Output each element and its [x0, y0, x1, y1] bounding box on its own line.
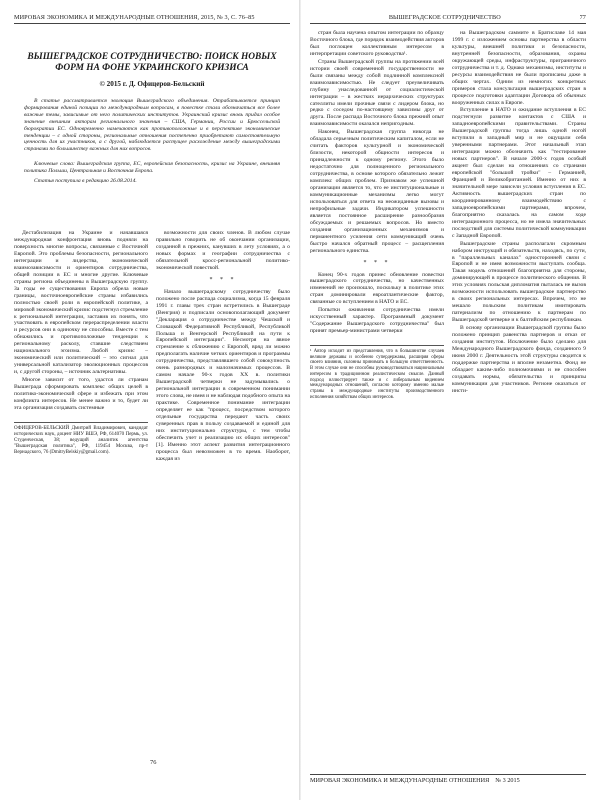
right-column-1 [310, 30, 444, 400]
abstract: В статье рассматривается эволюция Вышеградского объединения. Отрабатывается принцип формирования единой позиции по международным вопросам, в повестке стали обозначаться все более важные темы, зависимые от него политических институтов. Украинский кризис вновь придал особое значение внешним акторам регионального значения – США, Германии, России и Брюссельской бюрократии ЕС. Одновременно намечаются как противоположные и в перспективе экономические тенденции – с одной стороны, региональные отношения постепенно приобретают самостоятельную ценность для их участников, а с другой, наблюдается растущее расхождение между вышеградскими странами по большинству важных для них вопросов. [24, 98, 280, 153]
body-paragraph: Вышеградские страны располагали скромным набором инструкций и обязательств, находясь, по сути, в "параллельных каналах" односторонней связи с Европой и не имея возможности выступать сообща. Такая модель отношений благоприятна для стороны, доминирующей в процессе политического общения. В этих условиях польская дипломатия пыталась не вызов возможности использовать вышеградское партнерство в своих региональных интересах. Впрочем, это не мешало польским политикам имитировать патернализм по отношению к партнерам по Вышеградской четверке и к балтийским республикам. [452, 240, 586, 324]
body-paragraph: возможности для своих членов. В любом случае правильно говорить не об окончании организации, созданной в прежних, канувших в лету условиях, а о новых формах и географии сотрудничества с обязательной кросс-региональной политико-экономической повесткой. [156, 230, 290, 271]
left-column-2 [156, 230, 290, 464]
body-paragraph: на Вышеградском саммите в Братиславе 14 мая 1999 г. с изложением основы партнерства в области культуры, внешней политики и безопасности, внутренней безопасности, образования, охраны окружающей среды, инфраструктуры, приграничного сотрудничества и т. д. Однако механизмы, институты и ресурсы взаимодействия не были прописаны даже в общих чертах. Одним из немногих конкретных примеров стала консультация вышеградских стран в процессе подготовки адаптации Договора об обычных вооруженных силах в Европе. [452, 30, 586, 106]
article-title: ВЫШЕГРАДСКОЕ СОТРУДНИЧЕСТВО: ПОИСК НОВЫХ ФОРМ НА ФОНЕ УКРАИНСКОГО КРИЗИСА [27, 52, 277, 73]
running-foot-text: МИРОВАЯ ЭКОНОМИКА И МЕЖДУНАРОДНЫЕ ОТНОШЕНИЯ [310, 777, 490, 784]
right-body-columns [310, 30, 586, 400]
body-paragraph: Страны Вышеградской группы на протяжении всей истории своей современной государственности не были связаны между собой подлинной комплексной взаимозависимостью. Не следует преувеличивать глубину унаследованной от социалистической интеграции – в жестких иерархических структурах сателлиты имели прочные связи с лидером блока, но редко с соседом по-настоящему зависимы друг от друга. После распада Восточного блока прежний опыт взаимозависимости оказался непригодным. [310, 58, 444, 128]
left-column-1 [14, 230, 148, 464]
issue-number: № 3 2015 [495, 777, 520, 784]
body-paragraph: Вступление в НАТО и ожидание вступления в ЕС подстегнули развитие контактов с США и западноевропейскими правительствами. Страны Вышеградской группы тогда лишь одной ногой вступили в западный мир и не ощущали себя уверенными партнерами. Этот начальный этап интеграции можно обозначить как "тестирование новых партнеров". В начале 2000-х годов особый акцент был сделан на отношениях со странами европейской "большой тройки" – Германией, Францией и Великобританией. Именно от них в значительной мере зависели условия вступления в ЕС. Активность вышеградских стран по координированному взаимодействию с западноевропейскими партнерами, впрочем, благоприятно сказалась на самом ходе интеграционного процесса, но не имела значительных последствий для системы политической коммуникации с Западной Европой. [452, 107, 586, 239]
section-separator: * * * [363, 259, 391, 266]
body-paragraph: В основу организации Вышеградской группы было положено принцип равенства партнеров и отказ от создания институтов. Исключение было сделано для Международного Вышеградского фонда, созданного 9 июня 2000 г. Деятельность этой структуры сводится к поддержке партнерства и вполне незаметна. Фонд не обладает каким-либо полномочиями и не способен создавать нормы, обязательства и принципы коммуникации для участников. Регионе оказаться от инсти- [452, 325, 586, 394]
right-page [300, 0, 600, 800]
body-paragraph: Дестабилизация на Украине и начавшаяся международная конфронтация вновь подняли на поверхность многие вопросы, связанные с Восточной Европой. Это проблемы безопасности, регионального интеграции и лидерства, экономической взаимозависимости и ориентиров сотрудничества, общей позиции в ЕС и многие другие. Ключевые страны региона объединены в Вышеградскую группу. За годы ее существования Европа обрела новые границы, восточноевропейские страны избавились полностью своей роли в европейской политике, а мировой экономический кризис подстегнул стремление к региональной интеграции, заставив их понять, что участвовать в европейском перераспределении власти и ресурсов они в одиночку не способны. Вместе с тем обнажились и противоположные тенденции к региональному расколу, ставшие следствием национального эгоизма. Любой кризис – экономический или политический – это сигнал для универсальной катализатор эволюционных процессов и, с другой стороны, – источник альтернативы. [14, 230, 148, 376]
author-line: © 2015 г. Д. Офицеров-Бельский [99, 80, 205, 88]
right-column-2 [452, 30, 586, 400]
left-body-columns [14, 230, 290, 464]
footnote: ¹ Автор исходит из представления, что в большинстве случаев великие державы и особенно супердержавы, расширяя сферы своего влияния, склонны принимать в большую ответственность. В этом случае они не способны руководствоваться национальным интересом в традиционном реалистическом смысле. Данный подход иллюстрирует также и с либеральным видением международных отношений, согласно которому именно малые страны в международные институты производственного исполнения хозяйствам общих интересов. [310, 345, 444, 400]
body-paragraph: Начало вышеградскому сотрудничеству было положено после распада социализма, когда 15 февраля 1991 г. главы трех стран встретились в Вышеграде (Венгрия) и подписали основополагающий документ "Декларация о сотрудничестве между Чешской и Словацкой Федеративной Республикой, Республикой Польша и Венгерской Республикой на пути к Европейской интеграции". Несмотря на явное стремление к сближению с Европой, вряд ли можно предполагать наличие четких ориентиров и программы сотрудничества, представлявшего собой совокупность очень разнородных и малозначимых процессов. В самом начале 90-х годов XX в. политики Вышеградской четверки не задумывались о региональной интеграции в современном понимании этого слова, не имея и не наблюдая подобного опыта на практике. Современное понимание интеграции определяет ее как "процесс, посредством которого отдельные государства передают часть своих суверенных прав в пользу создаваемой и единой для них институционально структуры, с тем чтобы обеспечить учет и реализацию их общих интересов" [1]. Именно этот аспект развития интеграционного процесса был невозможен в то время. Наоборот, каждая из [156, 288, 290, 462]
right-page-number: 77 [579, 14, 586, 21]
author-info: ОФИЦЕРОВ-БЕЛЬСКИЙ Дмитрий Владимирович, кандидат исторических наук, доцент НИУ ВШЭ, РФ, 614070 Пермь, ул. Студенческая, 38; ведущий аналитик агентства "Вышеградская политика", РФ, 119454 Москва, пр-т Вернадского, 76 (DmitryBelskiy@gmail.com). [14, 422, 148, 456]
right-running-foot [310, 774, 586, 784]
body-paragraph: Многое зависит от того, удастся ли странам Вышеграда сформировать комплекс общих целей в политико-экономической сфере и избежать при этом конфликта интересов. Не менее важно и то, будет ли эта организация создавать системные [14, 377, 148, 411]
body-paragraph: стран была научена опытом интеграции по образцу Восточного блока, где порядок взаимодействия акторов был поглощен коллективным интересом в интерпретации советского руководства¹. [310, 30, 444, 57]
keywords: Ключевые слова: Вышеградская группа, ЕС, европейская безопасность, кризис на Украине, внешняя политика Польши, Центральная и Восточная Европа. [24, 161, 280, 175]
body-paragraph: Конец 90-х годов принес обновление повестки вышеградского сотрудничества, но качественных изменений не произошло, поскольку в политике этих стран доминировали евроатлантические фактор, связанные со вступлением в НАТО и ЕС. [310, 271, 444, 306]
received-date: Статья поступила в редакцию 26.08.2014. [34, 178, 137, 185]
body-paragraph: Наконец, Вышеградская группа никогда не обладала серьезным политическим капиталом, если не считать факторов культурной и экономической близости, некоторой общности интересов и принадлежности к одному региону. Этого было недостаточно для полноценного регионального сотрудничества, в основе которого обязательно лежит комплекс общих проблем. Признаком же успешной организации является то, что ее институциональные и коммуникационные механизмы легко могут использоваться для ответа на неожиданные вызовы и непрофильные задачи. Индикатором успешности является постоянное расширение разнообразия обсуждаемых и решаемых вопросов. Но вместо создания организационных механизмов и перманентного усиления сети коммуникаций очень быстро начался обратный процесс – расщепления регионального единства. [310, 129, 444, 254]
body-paragraph: Попытки оживления сотрудничества имели искусственный характер. Программный документ "Содержание Вышеградского сотрудничества" был принят премьер-министрами четверки [310, 307, 444, 335]
running-head-text: МИРОВАЯ ЭКОНОМИКА И МЕЖДУНАРОДНЫЕ ОТНОШЕНИЯ, 2015, № 3, С. 76–85 [14, 14, 255, 21]
running-head-text: ВЫШЕГРАДСКОЕ СОТРУДНИЧЕСТВО [388, 14, 501, 21]
right-running-head [310, 14, 586, 24]
section-separator: * * * [209, 276, 237, 283]
left-running-head [14, 14, 290, 24]
left-page-number: 76 [150, 759, 157, 766]
